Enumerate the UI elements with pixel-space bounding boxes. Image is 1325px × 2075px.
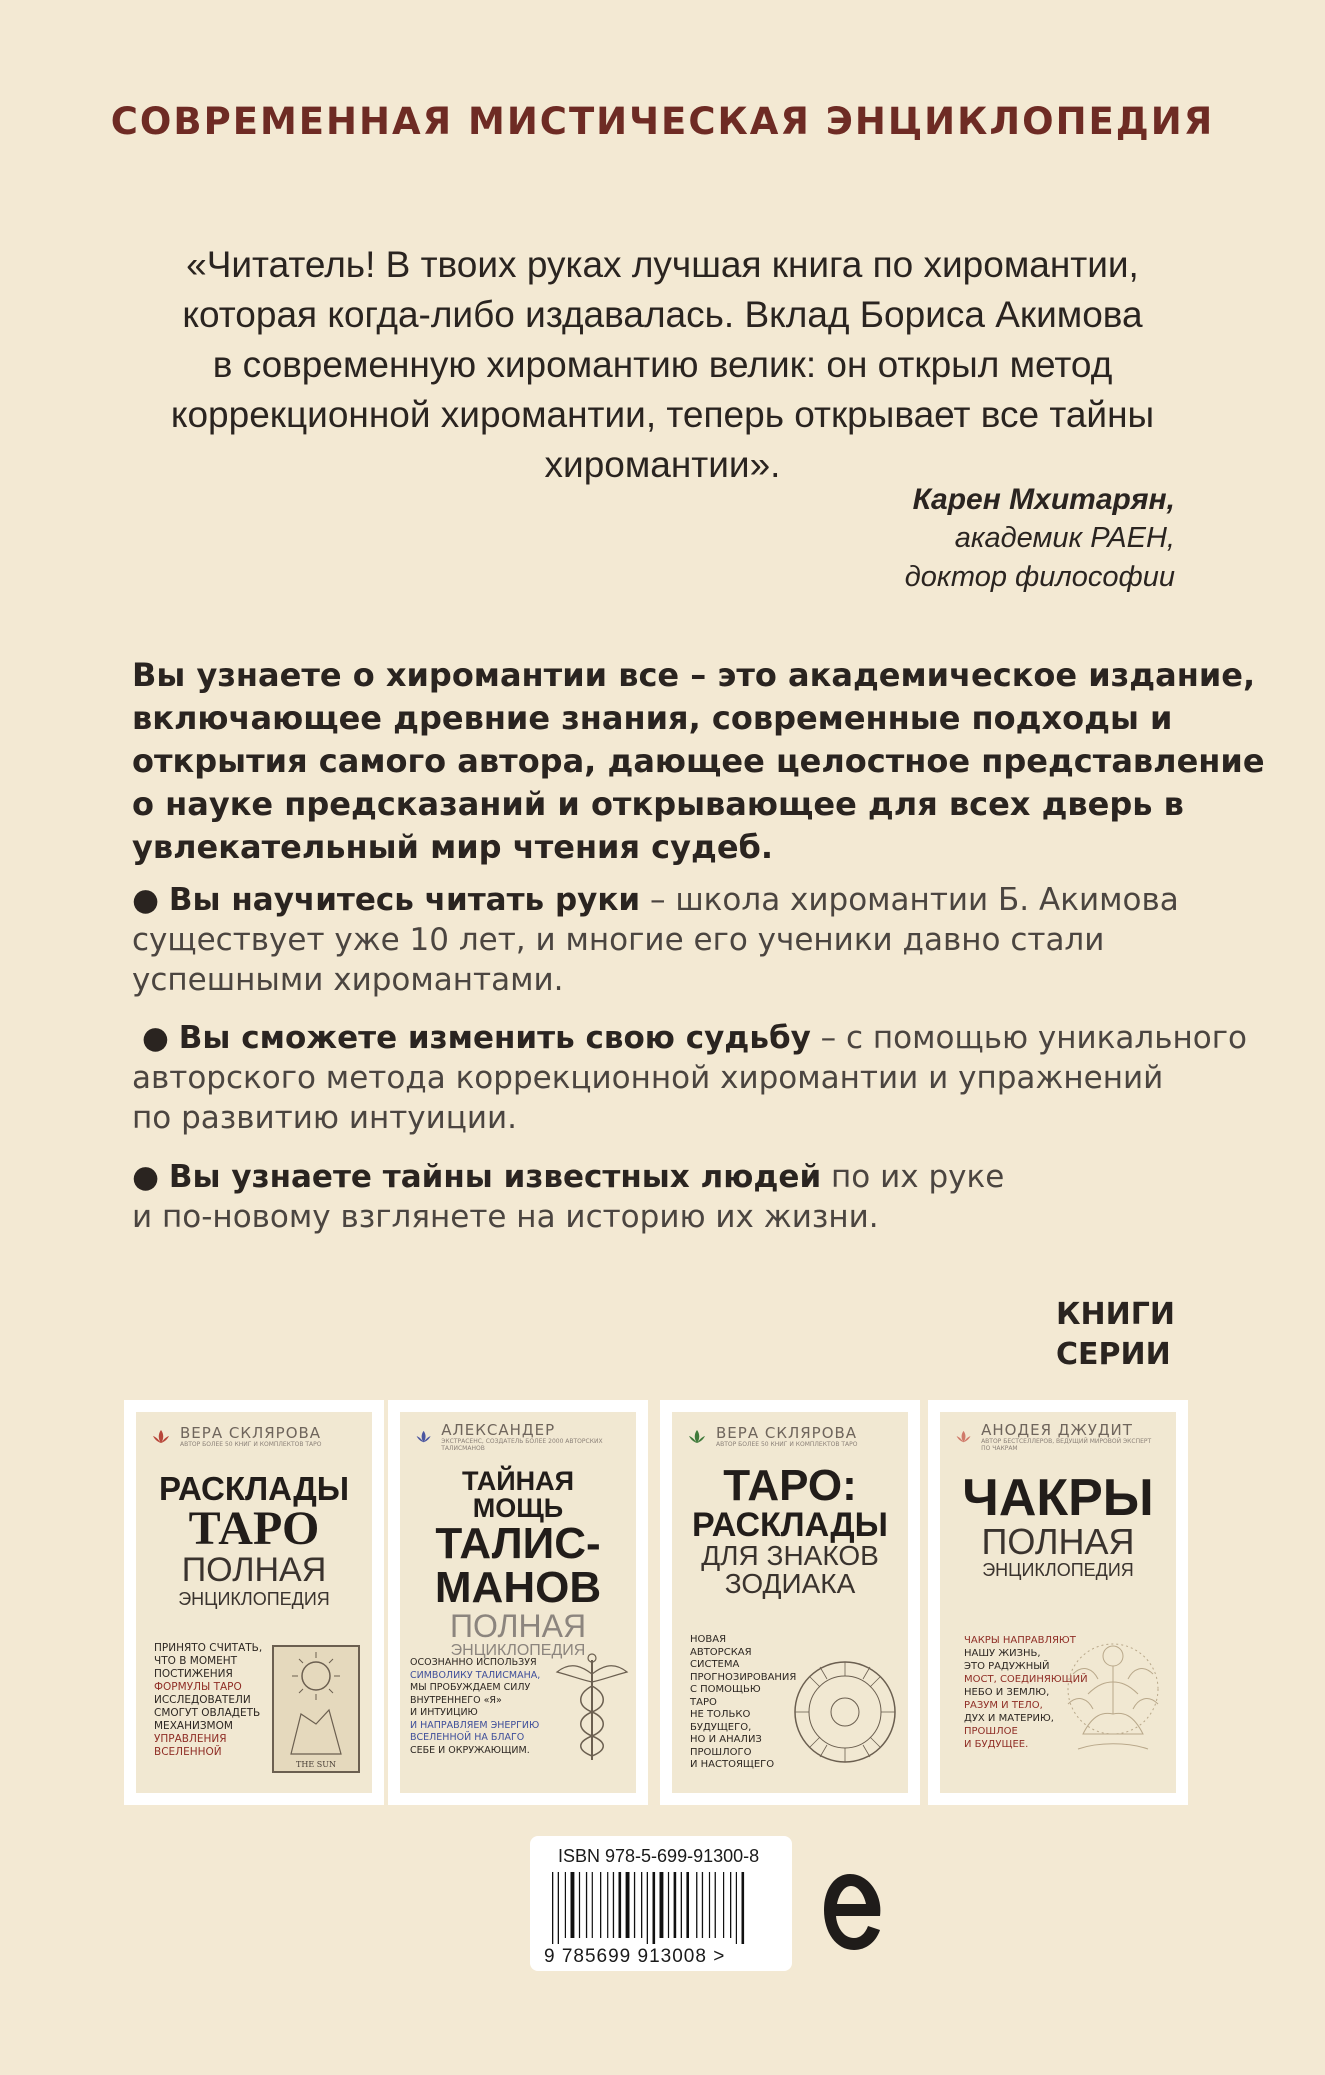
book-subtitle: ПОЛНАЯ <box>181 1551 327 1589</box>
barcode-bar <box>634 1872 635 1938</box>
quote-line: которая когда-либо издавалась. Вклад Бориса Акимова <box>182 294 1143 335</box>
book-cover-art <box>136 1412 372 1793</box>
bullet-text: – школа хиромантии Б. Акимова <box>640 882 1179 918</box>
book-author: АНОДЕЯ ДЖУДИТ <box>981 1420 1133 1439</box>
book-blurb: НОВАЯ АВТОРСКАЯ СИСТЕМА ПРОГНОЗИРОВАНИЯ С ПОМОЩЬЮ ТАРО НЕ ТОЛЬКО БУДУЩЕГО, НО И АНАЛИЗ ПРОШЛОГО И НАСТОЯЩЕГО <box>690 1634 797 1770</box>
barcode-bar <box>600 1872 601 1938</box>
book-blurb: ЧАКРЫ НАПРАВЛЯЮТ НАШУ ЖИЗНЬ, ЭТО РАДУЖНЫЙ МОСТ, СОЕДИНЯЮЩИЙ НЕБО И ЗЕМЛЮ, РАЗУМ И ТЕЛО, ДУХ И МАТЕРИЮ, ПРОШЛОЕ И БУДУЩЕЕ. <box>964 1635 1088 1750</box>
barcode-bar <box>696 1872 697 1938</box>
bullet-bold: Вы сможете изменить свою судьбу <box>178 1020 811 1056</box>
bullet-line: существует уже 10 лет, и многие его ученики давно стали <box>132 922 1105 958</box>
book-subtitle: ДЛЯ ЗНАКОВ <box>701 1540 879 1571</box>
barcode-bar <box>592 1872 593 1938</box>
quote-line: «Читатель! В твоих руках лучшая книга по хиромантии, <box>186 244 1139 285</box>
barcode-bar <box>674 1872 677 1938</box>
bullet-dot-icon: ● <box>132 882 160 918</box>
book-cover-art <box>672 1412 908 1793</box>
bullet-line: авторского метода коррекционной хиромантии и упражнений <box>132 1060 1164 1096</box>
lotus-icon <box>414 1428 433 1446</box>
bullet-line: и по-новому взглянете на историю их жизни. <box>132 1199 879 1235</box>
book-author-sub: ЭКСТРАСЕНС, СОЗДАТЕЛЬ БОЛЕЕ 2000 АВТОРСКИХ ТАЛИСМАНОВ <box>441 1437 603 1452</box>
book-title: РАСКЛАДЫ <box>158 1470 350 1507</box>
book-subtitle: ПОЛНАЯ <box>449 1608 587 1644</box>
bullet-item <box>132 1157 1232 1237</box>
book-author: ВЕРА СКЛЯРОВА <box>180 1424 322 1442</box>
barcode-bar <box>723 1872 724 1938</box>
barcode-bar <box>571 1872 575 1938</box>
bullet-dot-icon: ● <box>141 1020 169 1056</box>
barcode-number: 9 785699 913008 > <box>544 1946 726 1967</box>
quote-line: хиромантии». <box>544 444 781 485</box>
book-title: ТАЛИС- <box>435 1519 601 1568</box>
barcode-bar <box>653 1872 656 1944</box>
barcode-bar <box>565 1872 566 1938</box>
bullet-item <box>132 1018 1247 1138</box>
barcode-bar <box>586 1872 587 1938</box>
book-author-sub: АВТОР БЕСТСЕЛЛЕРОВ, ВЕДУЩИЙ МИРОВОЙ ЭКСПЕРТ ПО ЧАКРАМ <box>981 1437 1152 1452</box>
quote-author-role: академик РАЕН, <box>954 522 1175 554</box>
quote-attribution <box>905 480 1175 597</box>
book-cover-art <box>400 1412 636 1793</box>
lead-line: увлекательный мир чтения судеб. <box>132 828 774 866</box>
tarot-sun-card-icon <box>271 1644 361 1774</box>
barcode-bar <box>558 1872 559 1944</box>
book-author-sub: АВТОР БОЛЕЕ 50 КНИГ И КОМПЛЕКТОВ ТАРО <box>716 1441 858 1448</box>
lotus-icon <box>954 1428 973 1446</box>
book-subtitle: ЭНЦИКЛОПЕДИЯ <box>178 1589 330 1609</box>
barcode-bar <box>626 1872 630 1938</box>
barcode-bar <box>736 1872 737 1944</box>
book-author: АЛЕКСАНДЕР <box>441 1420 556 1439</box>
barcode-icon <box>550 1872 776 1944</box>
barcode-bar <box>681 1872 682 1938</box>
barcode-bar <box>647 1872 648 1944</box>
lotus-icon <box>686 1428 708 1446</box>
lead-line: Вы узнаете о хиромантии все – это академическое издание, <box>132 656 1256 694</box>
book-title: ТАРО <box>188 1502 320 1555</box>
bullet-bold: Вы научитесь читать руки <box>168 882 641 918</box>
barcode-bar <box>686 1872 689 1938</box>
barcode-bar <box>607 1872 608 1938</box>
books-label-line: КНИГИ <box>1056 1297 1175 1332</box>
book-author: ВЕРА СКЛЯРОВА <box>716 1424 858 1442</box>
barcode-bar <box>619 1872 622 1938</box>
isbn-label: ISBN 978-5-699-91300-8 <box>558 1846 760 1866</box>
book-cover-rasklady-taro[interactable] <box>124 1400 384 1805</box>
bullet-line: успешными хиромантами. <box>132 962 564 998</box>
meditating-figure-icon <box>1058 1634 1168 1774</box>
book-subtitle: ЭНЦИКЛОПЕДИЯ <box>982 1560 1134 1580</box>
caduceus-icon <box>552 1650 632 1765</box>
publisher-logo-icon <box>820 1870 886 1960</box>
series-title: СОВРЕМЕННАЯ МИСТИЧЕСКАЯ ЭНЦИКЛОПЕДИЯ <box>110 100 1215 143</box>
quote-line: коррекционной хиромантии, теперь открывает все тайны <box>170 394 1155 435</box>
book-title: ЧАКРЫ <box>962 1469 1154 1527</box>
barcode-bar <box>641 1872 642 1938</box>
barcode-bar <box>552 1872 553 1944</box>
book-cover-chakry[interactable] <box>928 1400 1188 1805</box>
quote-block <box>120 240 1205 490</box>
quote-line: в современную хиромантию велик: он открыл метод <box>212 344 1113 385</box>
book-blurb: ОСОЗНАННО ИСПОЛЬЗУЯ СИМВОЛИКУ ТАЛИСМАНА, МЫ ПРОБУЖДАЕМ СИЛУ ВНУТРЕННЕГО «Я» И ИНТУИЦИЮ И НАПРАВЛЯЕМ ЭНЕРГИЮ ВСЕЛЕННОЙ НА БЛАГО СЕБЕ И ОКРУЖАЮЩИМ. <box>410 1657 541 1756</box>
lead-line: открытия самого автора, дающее целостное представление <box>132 742 1265 780</box>
barcode-bar <box>660 1872 664 1938</box>
bullet-line: по развитию интуиции. <box>132 1100 518 1136</box>
book-cover-talismany[interactable] <box>388 1400 648 1805</box>
lead-line: включающее древние знания, современные подходы и <box>132 699 1173 737</box>
isbn-barcode-block <box>530 1836 792 1971</box>
barcode-bar <box>702 1872 703 1938</box>
lotus-icon <box>150 1428 172 1446</box>
barcode-bar <box>668 1872 669 1938</box>
lead-line: о науке предсказаний и открывающее для всех дверь в <box>132 785 1184 823</box>
book-subtitle: ПОЛНАЯ <box>981 1521 1135 1562</box>
barcode-bar <box>579 1872 580 1938</box>
book-title: ТАРО: <box>723 1461 857 1510</box>
barcode-bar <box>730 1872 731 1938</box>
bullet-item <box>132 880 1232 1000</box>
barcode-bar <box>613 1872 614 1938</box>
barcode-bar <box>742 1872 745 1944</box>
bullet-dot-icon: ● <box>132 1159 160 1195</box>
quote-author: Карен Мхитарян, <box>912 483 1175 516</box>
books-series-label <box>1056 1295 1175 1375</box>
zodiac-wheel-icon <box>790 1657 900 1767</box>
lead-paragraph <box>132 654 1265 869</box>
book-blurb: ПРИНЯТО СЧИТАТЬ, ЧТО В МОМЕНТ ПОСТИЖЕНИЯ ФОРМУЛЫ ТАРО ИССЛЕДОВАТЕЛИ СМОГУТ ОВЛАДЕТЬ МЕХАНИЗМОМ УПРАВЛЕНИЯ ВСЕЛЕННОЙ <box>154 1642 263 1758</box>
bullet-text: – с помощью уникального <box>810 1020 1247 1056</box>
barcode-bar <box>709 1872 710 1938</box>
book-title: ТАЙНАЯ МОЩЬ <box>461 1466 575 1523</box>
book-subtitle: ЭНЦИКЛОПЕДИЯ <box>450 1642 586 1659</box>
bullet-bold: Вы узнаете тайны известных людей <box>168 1159 822 1195</box>
barcode-bar <box>715 1872 716 1938</box>
books-label-line: СЕРИИ <box>1056 1337 1171 1372</box>
tarot-card-label: THE SUN <box>296 1760 336 1769</box>
book-subtitle: ЗОДИАКА <box>724 1568 856 1599</box>
book-author-sub: АВТОР БОЛЕЕ 50 КНИГ И КОМПЛЕКТОВ ТАРО <box>180 1441 322 1448</box>
book-cover-taro-zodiak[interactable] <box>660 1400 920 1805</box>
book-cover-art <box>940 1412 1176 1793</box>
bullet-text: по их руке <box>821 1159 1005 1195</box>
quote-author-degree: доктор философии <box>904 561 1175 593</box>
book-title: РАСКЛАДЫ <box>692 1506 888 1544</box>
book-title: МАНОВ <box>434 1563 602 1612</box>
